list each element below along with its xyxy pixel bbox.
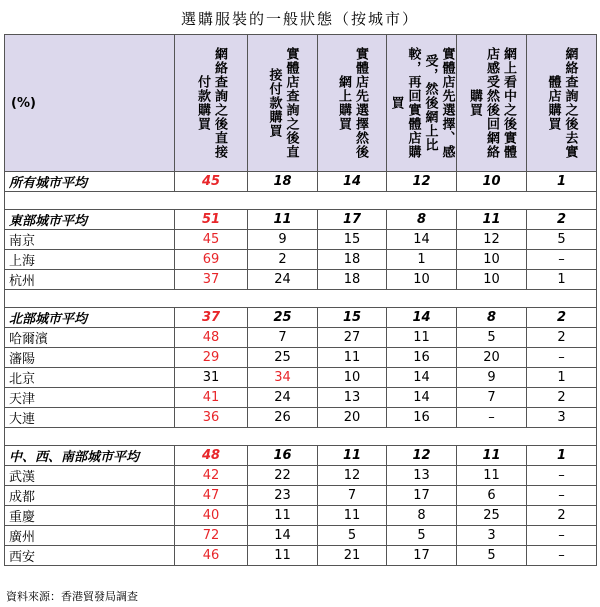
row-label: 重慶	[5, 506, 175, 526]
value-cell: 17	[387, 486, 457, 506]
row-label: 北京	[5, 368, 175, 388]
data-table	[4, 34, 597, 566]
row-label: 東部城市平均	[5, 210, 175, 230]
city-row	[5, 368, 597, 388]
city-row	[5, 486, 597, 506]
city-row	[5, 506, 597, 526]
header-row	[5, 35, 597, 172]
value-cell: 5	[318, 526, 387, 546]
row-label: 廣州	[5, 526, 175, 546]
value-cell: 18	[318, 270, 387, 290]
value-cell: 16	[248, 446, 318, 466]
value-cell: –	[527, 466, 597, 486]
value-cell: 10	[457, 270, 527, 290]
row-label: 武漢	[5, 466, 175, 486]
value-cell: 11	[318, 348, 387, 368]
value-cell: 5	[457, 546, 527, 566]
value-cell: 9	[248, 230, 318, 250]
value-cell: 22	[248, 466, 318, 486]
value-cell: 14	[318, 172, 387, 192]
value-cell: 20	[457, 348, 527, 368]
average-row	[5, 446, 597, 466]
value-cell: 48	[175, 446, 248, 466]
value-cell: 2	[527, 328, 597, 348]
value-cell: 23	[248, 486, 318, 506]
value-cell: –	[527, 486, 597, 506]
value-cell: 25	[248, 308, 318, 328]
value-cell: 3	[457, 526, 527, 546]
spacer-cell	[5, 428, 597, 446]
value-cell: 6	[457, 486, 527, 506]
value-cell: 10	[457, 250, 527, 270]
value-cell: 10	[387, 270, 457, 290]
row-label: 天津	[5, 388, 175, 408]
value-cell: 15	[318, 308, 387, 328]
spacer-cell	[5, 290, 597, 308]
value-cell: 5	[527, 230, 597, 250]
value-cell: 24	[248, 388, 318, 408]
value-cell: 2	[527, 308, 597, 328]
value-cell: 8	[457, 308, 527, 328]
value-cell: 2	[527, 506, 597, 526]
row-label: 上海	[5, 250, 175, 270]
row-label: 北部城市平均	[5, 308, 175, 328]
value-cell: 15	[318, 230, 387, 250]
value-cell: –	[457, 408, 527, 428]
column-header: 網絡查詢之後直接付款購買	[175, 35, 248, 172]
value-cell: 12	[387, 446, 457, 466]
value-cell: 7	[318, 486, 387, 506]
city-row	[5, 328, 597, 348]
value-cell: 42	[175, 466, 248, 486]
value-cell: 34	[248, 368, 318, 388]
value-cell: 11	[457, 210, 527, 230]
value-cell: 11	[387, 328, 457, 348]
table-body	[5, 172, 597, 566]
value-cell: 14	[248, 526, 318, 546]
value-cell: 18	[248, 172, 318, 192]
value-cell: 21	[318, 546, 387, 566]
value-cell: 25	[248, 348, 318, 368]
value-cell: 48	[175, 328, 248, 348]
source-note: 資料來源：香港貿發局調查	[6, 590, 138, 603]
value-cell: 18	[318, 250, 387, 270]
value-cell: 11	[248, 506, 318, 526]
value-cell: 41	[175, 388, 248, 408]
value-cell: 10	[457, 172, 527, 192]
value-cell: 9	[457, 368, 527, 388]
value-cell: 14	[387, 368, 457, 388]
value-cell: 14	[387, 308, 457, 328]
spacer-cell	[5, 192, 597, 210]
city-row	[5, 466, 597, 486]
value-cell: 45	[175, 172, 248, 192]
value-cell: 46	[175, 546, 248, 566]
column-header: 實體店先選擇、感受，然後網上比較，再回實體店購買	[387, 35, 457, 172]
value-cell: 5	[387, 526, 457, 546]
value-cell: 17	[387, 546, 457, 566]
value-cell: 5	[457, 328, 527, 348]
value-cell: 10	[318, 368, 387, 388]
row-label: 大連	[5, 408, 175, 428]
value-cell: 11	[248, 546, 318, 566]
value-cell: 45	[175, 230, 248, 250]
city-row	[5, 230, 597, 250]
row-label: 哈爾濱	[5, 328, 175, 348]
value-cell: 27	[318, 328, 387, 348]
row-label: 成都	[5, 486, 175, 506]
value-cell: 1	[527, 446, 597, 466]
value-cell: 69	[175, 250, 248, 270]
value-cell: 26	[248, 408, 318, 428]
value-cell: 8	[387, 506, 457, 526]
value-cell: 20	[318, 408, 387, 428]
value-cell: 2	[527, 388, 597, 408]
value-cell: –	[527, 546, 597, 566]
value-cell: 11	[457, 466, 527, 486]
column-header: 網絡查詢之後去實體店購買	[527, 35, 597, 172]
city-row	[5, 408, 597, 428]
city-row	[5, 348, 597, 368]
value-cell: 1	[527, 270, 597, 290]
value-cell: 31	[175, 368, 248, 388]
city-row	[5, 546, 597, 566]
value-cell: –	[527, 526, 597, 546]
value-cell: 7	[248, 328, 318, 348]
group-spacer	[5, 428, 597, 446]
value-cell: 24	[248, 270, 318, 290]
value-cell: 25	[457, 506, 527, 526]
value-cell: 7	[457, 388, 527, 408]
value-cell: 14	[387, 230, 457, 250]
value-cell: 47	[175, 486, 248, 506]
value-cell: 13	[318, 388, 387, 408]
value-cell: 1	[387, 250, 457, 270]
value-cell: 2	[248, 250, 318, 270]
average-row	[5, 172, 597, 192]
average-row	[5, 308, 597, 328]
average-row	[5, 210, 597, 230]
value-cell: 14	[387, 388, 457, 408]
row-label: 南京	[5, 230, 175, 250]
value-cell: 12	[318, 466, 387, 486]
value-cell: 72	[175, 526, 248, 546]
row-label: 所有城市平均	[5, 172, 175, 192]
value-cell: 3	[527, 408, 597, 428]
corner-label: (%)	[5, 35, 175, 172]
row-label: 中、西、南部城市平均	[5, 446, 175, 466]
value-cell: 1	[527, 368, 597, 388]
value-cell: 12	[457, 230, 527, 250]
city-row	[5, 270, 597, 290]
group-spacer	[5, 290, 597, 308]
group-spacer	[5, 192, 597, 210]
value-cell: –	[527, 250, 597, 270]
value-cell: 8	[387, 210, 457, 230]
value-cell: 51	[175, 210, 248, 230]
value-cell: 1	[527, 172, 597, 192]
row-label: 杭州	[5, 270, 175, 290]
value-cell: 12	[387, 172, 457, 192]
value-cell: 17	[318, 210, 387, 230]
value-cell: 11	[318, 446, 387, 466]
value-cell: 16	[387, 348, 457, 368]
row-label: 瀋陽	[5, 348, 175, 368]
value-cell: 11	[318, 506, 387, 526]
city-row	[5, 250, 597, 270]
city-row	[5, 526, 597, 546]
column-header: 實體店查詢之後直接付款購買	[248, 35, 318, 172]
value-cell: 11	[457, 446, 527, 466]
value-cell: 40	[175, 506, 248, 526]
column-header: 網上看中之後實體店感受然後回網絡購買	[457, 35, 527, 172]
city-row	[5, 388, 597, 408]
value-cell: 37	[175, 270, 248, 290]
value-cell: 11	[248, 210, 318, 230]
table-title: 選購服裝的一般狀態（按城市）	[180, 10, 419, 28]
value-cell: 37	[175, 308, 248, 328]
column-header: 實體店先選擇然後網上購買	[318, 35, 387, 172]
value-cell: 36	[175, 408, 248, 428]
value-cell: –	[527, 348, 597, 368]
value-cell: 16	[387, 408, 457, 428]
value-cell: 2	[527, 210, 597, 230]
value-cell: 29	[175, 348, 248, 368]
value-cell: 13	[387, 466, 457, 486]
row-label: 西安	[5, 546, 175, 566]
